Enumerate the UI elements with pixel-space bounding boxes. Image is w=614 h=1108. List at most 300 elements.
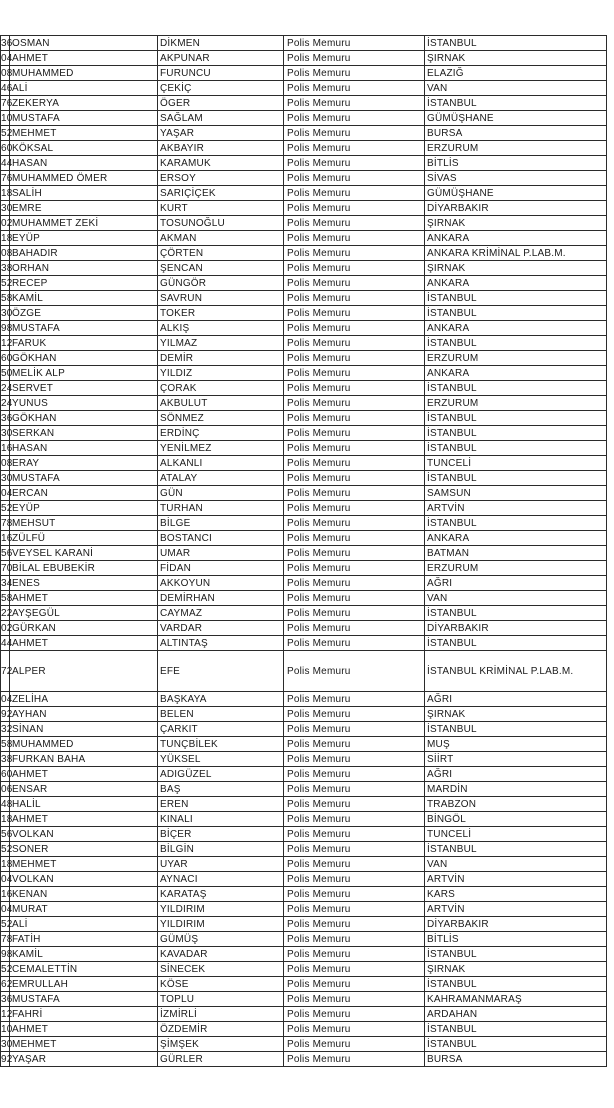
first-name-cell: ALİ [10,81,158,96]
surname-cell: ALTINTAŞ [158,636,284,651]
job-title-cell: Polis Memuru [284,1022,425,1037]
first-name-cell: AYHAN [10,707,158,722]
row-number-cell: 06 [1,783,13,795]
surname-cell: AKMAN [158,231,284,246]
first-name-cell: KENAN [10,887,158,902]
table-row [1,842,607,857]
first-name-cell: HALİL [10,797,158,812]
city-cell: ŞIRNAK [425,707,607,722]
row-number-cell: 30 [1,1038,13,1050]
first-name-cell: ENES [10,576,158,591]
first-name-cell: ORHAN [10,261,158,276]
surname-cell: AKKOYUN [158,576,284,591]
job-title-cell: Polis Memuru [284,812,425,827]
table-row [1,576,607,591]
first-name-cell: MUHAMMED ÖMER [10,171,158,186]
city-cell: İSTANBUL [425,947,607,962]
job-title-cell: Polis Memuru [284,707,425,722]
table-row [1,752,607,767]
row-number-cell: 52 [1,843,13,855]
row-number-cell: 10 [1,1023,13,1035]
table-row [1,456,607,471]
first-name-cell: AHMET [10,767,158,782]
job-title-cell: Polis Memuru [284,201,425,216]
row-number-cell: 58 [1,592,13,604]
row-number-cell: 36 [1,412,13,424]
table-row [1,591,607,606]
row-number-cell: 04 [1,903,13,915]
surname-cell: YILMAZ [158,336,284,351]
table-row [1,887,607,902]
job-title-cell: Polis Memuru [284,276,425,291]
city-cell: SİİRT [425,752,607,767]
first-name-cell: EMRULLAH [10,977,158,992]
job-title-cell: Polis Memuru [284,141,425,156]
job-title-cell: Polis Memuru [284,231,425,246]
table-row [1,707,607,722]
row-number-cell: 18 [1,187,13,199]
surname-cell: ERDİNÇ [158,426,284,441]
job-title-cell: Polis Memuru [284,156,425,171]
first-name-cell: MEHMET [10,1037,158,1052]
row-number-cell: 36 [1,37,13,49]
first-name-cell: ÖZGE [10,306,158,321]
city-cell: BİTLİS [425,932,607,947]
first-name-cell: SONER [10,842,158,857]
city-cell: İSTANBUL [425,381,607,396]
first-name-cell: MUHAMMET ZEKİ [10,216,158,231]
row-number-cell: 12 [1,1008,13,1020]
row-number-cell: 44 [1,157,13,169]
surname-cell: ADIGÜZEL [158,767,284,782]
job-title-cell: Polis Memuru [284,872,425,887]
first-name-cell: MUHAMMED [10,737,158,752]
surname-cell: ÇEKİÇ [158,81,284,96]
row-number-cell: 70 [1,562,13,574]
city-cell: KAHRAMANMARAŞ [425,992,607,1007]
job-title-cell: Polis Memuru [284,471,425,486]
job-title-cell: Polis Memuru [284,246,425,261]
first-name-cell: VEYSEL KARANİ [10,546,158,561]
first-name-cell: AHMET [10,812,158,827]
surname-cell: ERSOY [158,171,284,186]
table-row [1,216,607,231]
job-title-cell: Polis Memuru [284,516,425,531]
job-title-cell: Polis Memuru [284,1052,425,1067]
city-cell: İSTANBUL [425,96,607,111]
row-number-cell: 08 [1,247,13,259]
table-row [1,291,607,306]
job-title-cell: Polis Memuru [284,321,425,336]
job-title-cell: Polis Memuru [284,171,425,186]
table-row [1,767,607,782]
row-number-cell: 16 [1,442,13,454]
surname-cell: GÜNGÖR [158,276,284,291]
table-row [1,126,607,141]
personnel-list-body [1,36,607,1067]
city-cell: TUNCELİ [425,456,607,471]
city-cell: VAN [425,591,607,606]
table-row [1,366,607,381]
table-row [1,692,607,707]
job-title-cell: Polis Memuru [284,737,425,752]
table-row [1,321,607,336]
job-title-cell: Polis Memuru [284,96,425,111]
first-name-cell: AHMET [10,1022,158,1037]
row-number-cell: 04 [1,487,13,499]
row-number-cell: 62 [1,978,13,990]
job-title-cell: Polis Memuru [284,692,425,707]
table-row [1,737,607,752]
table-row [1,441,607,456]
surname-cell: GÜMÜŞ [158,932,284,947]
job-title-cell: Polis Memuru [284,576,425,591]
table-row [1,111,607,126]
city-cell: İSTANBUL [425,842,607,857]
table-row [1,531,607,546]
surname-cell: TOPLU [158,992,284,1007]
job-title-cell: Polis Memuru [284,426,425,441]
first-name-cell: VOLKAN [10,827,158,842]
first-name-cell: ERCAN [10,486,158,501]
surname-cell: SARIÇİÇEK [158,186,284,201]
surname-cell: BİÇER [158,827,284,842]
job-title-cell: Polis Memuru [284,306,425,321]
city-cell: ANKARA [425,531,607,546]
job-title-cell: Polis Memuru [284,366,425,381]
surname-cell: TUNÇBİLEK [158,737,284,752]
row-number-cell: 92 [1,708,13,720]
job-title-cell: Polis Memuru [284,947,425,962]
table-row [1,932,607,947]
table-row [1,902,607,917]
first-name-cell: MUHAMMED [10,66,158,81]
city-cell: DİYARBAKIR [425,917,607,932]
city-cell: BURSA [425,1052,607,1067]
job-title-cell: Polis Memuru [284,902,425,917]
city-cell: İSTANBUL [425,411,607,426]
surname-cell: ALKIŞ [158,321,284,336]
table-row [1,51,607,66]
row-number-cell: 72 [1,651,10,692]
job-title-cell: Polis Memuru [284,381,425,396]
first-name-cell: AHMET [10,636,158,651]
surname-cell: TOKER [158,306,284,321]
first-name-cell: KÖKSAL [10,141,158,156]
job-title-cell: Polis Memuru [284,126,425,141]
city-cell: İSTANBUL [425,606,607,621]
table-row [1,66,607,81]
table-row [1,977,607,992]
table-row [1,36,607,51]
table-row [1,381,607,396]
first-name-cell: EYÜP [10,231,158,246]
first-name-cell: BİLAL EBUBEKİR [10,561,158,576]
surname-cell: GÜRLER [158,1052,284,1067]
surname-cell: AKPUNAR [158,51,284,66]
surname-cell: YILDIRIM [158,902,284,917]
surname-cell: ÇARKIT [158,722,284,737]
first-name-cell: MUSTAFA [10,992,158,1007]
city-cell: ERZURUM [425,351,607,366]
surname-cell: FURUNCU [158,66,284,81]
row-number-cell: 16 [1,532,13,544]
job-title-cell: Polis Memuru [284,66,425,81]
table-row [1,1037,607,1052]
first-name-cell: SERVET [10,381,158,396]
city-cell: İSTANBUL [425,426,607,441]
table-row [1,827,607,842]
city-cell: ŞIRNAK [425,51,607,66]
row-number-cell: 22 [1,607,13,619]
job-title-cell: Polis Memuru [284,336,425,351]
first-name-cell: GÖKHAN [10,411,158,426]
table-row [1,857,607,872]
table-row [1,872,607,887]
row-number-cell: 18 [1,813,13,825]
first-name-cell: VOLKAN [10,872,158,887]
table-row [1,546,607,561]
job-title-cell: Polis Memuru [284,992,425,1007]
table-row [1,471,607,486]
job-title-cell: Polis Memuru [284,291,425,306]
table-row [1,246,607,261]
row-number-cell: 30 [1,472,13,484]
row-number-cell: 04 [1,693,13,705]
city-cell: BURSA [425,126,607,141]
city-cell: ERZURUM [425,141,607,156]
city-cell: ERZURUM [425,396,607,411]
first-name-cell: ERAY [10,456,158,471]
job-title-cell: Polis Memuru [284,456,425,471]
surname-cell: CAYMAZ [158,606,284,621]
first-name-cell: MELİK ALP [10,366,158,381]
surname-cell: GÜN [158,486,284,501]
row-number-cell: 30 [1,307,13,319]
surname-cell: ÖZDEMİR [158,1022,284,1037]
first-name-cell: FAHRİ [10,1007,158,1022]
city-cell: ARTVİN [425,902,607,917]
job-title-cell: Polis Memuru [284,636,425,651]
surname-cell: EFE [158,651,284,692]
row-number-cell: 52 [1,502,13,514]
city-cell: İSTANBUL [425,36,607,51]
row-number-cell: 60 [1,352,13,364]
job-title-cell: Polis Memuru [284,186,425,201]
city-cell: AĞRI [425,692,607,707]
surname-cell: ŞİMŞEK [158,1037,284,1052]
surname-cell: YAŞAR [158,126,284,141]
first-name-cell: SALİH [10,186,158,201]
table-row [1,561,607,576]
table-row [1,501,607,516]
city-cell: BATMAN [425,546,607,561]
row-number-cell: 30 [1,202,13,214]
first-name-cell: SİNAN [10,722,158,737]
job-title-cell: Polis Memuru [284,917,425,932]
job-title-cell: Polis Memuru [284,1037,425,1052]
city-cell: ANKARA [425,366,607,381]
city-cell: DİYARBAKIR [425,201,607,216]
table-row [1,276,607,291]
row-number-cell: 58 [1,292,13,304]
city-cell: ŞIRNAK [425,962,607,977]
surname-cell: YILDIZ [158,366,284,381]
row-number-cell: 52 [1,963,13,975]
job-title-cell: Polis Memuru [284,486,425,501]
city-cell: KARS [425,887,607,902]
job-title-cell: Polis Memuru [284,261,425,276]
city-cell: SİVAS [425,171,607,186]
table-row [1,797,607,812]
city-cell: ANKARA [425,321,607,336]
first-name-cell: MEHSUT [10,516,158,531]
row-number-cell: 38 [1,753,13,765]
surname-cell: AYNACI [158,872,284,887]
surname-cell: YENİLMEZ [158,441,284,456]
row-number-cell: 52 [1,127,13,139]
row-number-cell: 92 [1,1053,13,1065]
city-cell: ANKARA KRİMİNAL P.LAB.M. [425,246,607,261]
surname-cell: ÇORAK [158,381,284,396]
table-row [1,336,607,351]
row-number-cell: 60 [1,768,13,780]
row-number-cell: 56 [1,547,13,559]
job-title-cell: Polis Memuru [284,81,425,96]
table-row [1,992,607,1007]
table-row [1,186,607,201]
city-cell: İSTANBUL [425,441,607,456]
job-title-cell: Polis Memuru [284,501,425,516]
row-number-cell: 98 [1,322,13,334]
surname-cell: UMAR [158,546,284,561]
table-row [1,426,607,441]
job-title-cell: Polis Memuru [284,752,425,767]
city-cell: ANKARA [425,276,607,291]
city-cell: VAN [425,857,607,872]
table-row [1,812,607,827]
first-name-cell: HASAN [10,441,158,456]
row-number-cell: 08 [1,67,13,79]
row-number-cell: 02 [1,217,13,229]
table-row [1,651,607,692]
first-name-cell: MEHMET [10,126,158,141]
surname-cell: KINALI [158,812,284,827]
city-cell: İSTANBUL KRİMİNAL P.LAB.M. [425,651,607,692]
surname-cell: KARAMUK [158,156,284,171]
table-row [1,917,607,932]
city-cell: GÜMÜŞHANE [425,186,607,201]
table-row [1,606,607,621]
row-number-cell: 76 [1,172,13,184]
city-cell: SAMSUN [425,486,607,501]
row-number-cell: 32 [1,723,13,735]
city-cell: ŞIRNAK [425,261,607,276]
surname-cell: ÇÖRTEN [158,246,284,261]
surname-cell: YÜKSEL [158,752,284,767]
first-name-cell: MUSTAFA [10,471,158,486]
table-row [1,636,607,651]
job-title-cell: Polis Memuru [284,857,425,872]
table-row [1,782,607,797]
city-cell: AĞRI [425,576,607,591]
city-cell: ARTVİN [425,872,607,887]
job-title-cell: Polis Memuru [284,216,425,231]
job-title-cell: Polis Memuru [284,51,425,66]
row-number-cell: 98 [1,948,13,960]
surname-cell: SAĞLAM [158,111,284,126]
job-title-cell: Polis Memuru [284,962,425,977]
surname-cell: SİNECEK [158,962,284,977]
city-cell: ERZURUM [425,561,607,576]
surname-cell: TURHAN [158,501,284,516]
row-number-cell: 36 [1,993,13,1005]
table-row [1,1007,607,1022]
table-row [1,962,607,977]
first-name-cell: YUNUS [10,396,158,411]
first-name-cell: BAHADIR [10,246,158,261]
surname-cell: KURT [158,201,284,216]
row-number-cell: 04 [1,52,13,64]
job-title-cell: Polis Memuru [284,842,425,857]
job-title-cell: Polis Memuru [284,767,425,782]
job-title-cell: Polis Memuru [284,651,425,692]
first-name-cell: MEHMET [10,857,158,872]
table-row [1,516,607,531]
city-cell: İSTANBUL [425,516,607,531]
first-name-cell: SERKAN [10,426,158,441]
job-title-cell: Polis Memuru [284,1007,425,1022]
job-title-cell: Polis Memuru [284,782,425,797]
first-name-cell: MUSTAFA [10,111,158,126]
job-title-cell: Polis Memuru [284,797,425,812]
row-number-cell: 78 [1,517,13,529]
surname-cell: VARDAR [158,621,284,636]
job-title-cell: Polis Memuru [284,887,425,902]
surname-cell: FİDAN [158,561,284,576]
city-cell: İSTANBUL [425,1022,607,1037]
surname-cell: BAŞ [158,782,284,797]
table-row [1,486,607,501]
surname-cell: DİKMEN [158,36,284,51]
city-cell: TRABZON [425,797,607,812]
city-cell: ANKARA [425,231,607,246]
job-title-cell: Polis Memuru [284,722,425,737]
row-number-cell: 78 [1,933,13,945]
surname-cell: ŞENCAN [158,261,284,276]
job-title-cell: Polis Memuru [284,606,425,621]
table-row [1,947,607,962]
table-row [1,1022,607,1037]
city-cell: İSTANBUL [425,722,607,737]
job-title-cell: Polis Memuru [284,932,425,947]
first-name-cell: FATİH [10,932,158,947]
first-name-cell: RECEP [10,276,158,291]
job-title-cell: Polis Memuru [284,111,425,126]
city-cell: DİYARBAKIR [425,621,607,636]
surname-cell: KARATAŞ [158,887,284,902]
surname-cell: TOSUNOĞLU [158,216,284,231]
first-name-cell: ZEKERYA [10,96,158,111]
city-cell: İSTANBUL [425,471,607,486]
city-cell: İSTANBUL [425,336,607,351]
first-name-cell: GÖKHAN [10,351,158,366]
first-name-cell: ALİ [10,917,158,932]
city-cell: BİNGÖL [425,812,607,827]
table-row [1,621,607,636]
first-name-cell: AHMET [10,591,158,606]
row-number-cell: 52 [1,918,13,930]
